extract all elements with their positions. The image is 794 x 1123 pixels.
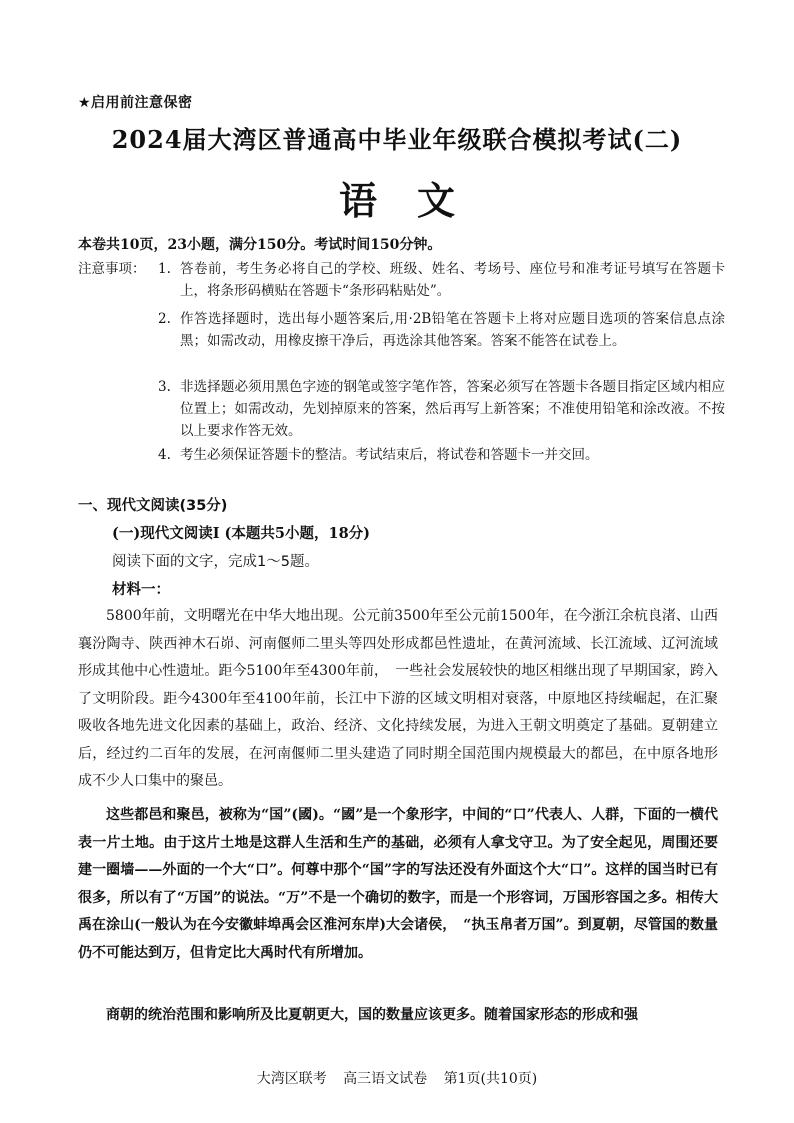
note-number: 3. (158, 379, 171, 395)
footer-page: 第1页(共10页) (443, 1071, 538, 1087)
exam-title: 2024届大湾区普通高中毕业年级联合模拟考试(二) (111, 125, 683, 154)
subject-title (0, 170, 794, 225)
reading-instruction: 阅读下面的文字，完成1～5题。 (112, 554, 319, 570)
note-text: 作答选择题时，选出每小题答案后,用·2B铅笔在答题卡上将对应题目选项的答案信息点涂黑；如需改动，用橡皮擦干净后，再选涂其他答案。答案不能答在试卷上。 (180, 311, 725, 349)
note-text: 考生必须保证答题卡的整洁。考试结束后，将试卷和答题卡一并交回。 (180, 447, 599, 463)
footer-org: 大湾区联考 (256, 1071, 327, 1087)
secret-mark: ★启用前注意保密 (78, 95, 193, 111)
passage-paragraph-2: 这些都邑和聚邑，被称为“国”(國)。“國”是一个象形字，中间的“口”代表人、人群，下面的一横代表一片土地。由于这片土地是这群人生活和生产的基础，必须有人拿戈守卫。为了安全起见，周围还要建一圈墙——外面的一个大“口”。何尊中那个“国”字的写法还没有外面这个大“口”。这样的国当时已有很多，所以有了“万国”的说法。“万”不是一个确切的数字，而是一个形容词，万国形容国之多。相传大禹在涂山(一般认为在今安徽蚌埠禹会区淮河东岸)大会诸侯， “执玉帛者万国”。到夏朝，尽管国的数量仍不可能达到万，但肯定比大禹时代有所增加。 (78, 807, 718, 961)
note-text: 答卷前，考生务必将自己的学校、班级、姓名、考场号、座位号和准考证号填写在答题卡上，将条形码横贴在答题卡“条形码粘贴处”。 (180, 261, 725, 299)
exam-summary: 本卷共10页，23小题，满分150分。考试时间150分钟。 (78, 237, 442, 253)
material-label: 材料一： (112, 581, 170, 598)
notes-label: 注意事项： (78, 261, 146, 277)
passage-paragraph-1: 5800年前，文明曙光在中华大地出现。公元前3500年至公元前1500年，在今浙江余杭良渚、山西襄汾陶寺、陕西神木石峁、河南偃师二里头等四处形成都邑性遗址，在黄河流域、长江流域、辽河流域形成其他中心性遗址。距今5100年至4300年前， 一些社会发展较快的地区相继出现了早期国家，跨入了文明阶段。距今4300年至4100年前，长江中下游的区域文明相对衰落，中原地区持续崛起，在汇聚吸收各地先进文化因素的基础上，政治、经济、文化持续发展，为进入王朝文明奠定了基础。夏朝建立后，经过约二百年的发展，在河南偃师二里头建造了同时期全国范围内规模最大的都邑，在中原各地形成不少人口集中的聚邑。 (78, 608, 718, 789)
note-number: 1. (158, 261, 171, 277)
section-subheading: (一)现代文阅读Ⅰ (本题共5小题，18分) (112, 525, 371, 542)
note-number: 4. (158, 447, 171, 463)
subject-text: 语文 (338, 178, 495, 223)
passage-paragraph-3: 商朝的统治范围和影响所及比夏朝更大，国的数量应该更多。随着国家形态的形成和强 (106, 1007, 638, 1023)
note-text: 非选择题必须用黑色字迹的钢笔或签字笔作答，答案必须写在答题卡各题目指定区域内相应位置上；如需改动，先划掉原来的答案，然后再写上新答案；不准使用铅笔和涂改液。不按以上要求作答无效。 (180, 379, 725, 439)
section-heading: 一、现代文阅读(35分) (78, 498, 228, 514)
page-footer (0, 1068, 794, 1088)
footer-paper: 高三语文试卷 (343, 1071, 428, 1087)
note-number: 2. (158, 311, 171, 327)
